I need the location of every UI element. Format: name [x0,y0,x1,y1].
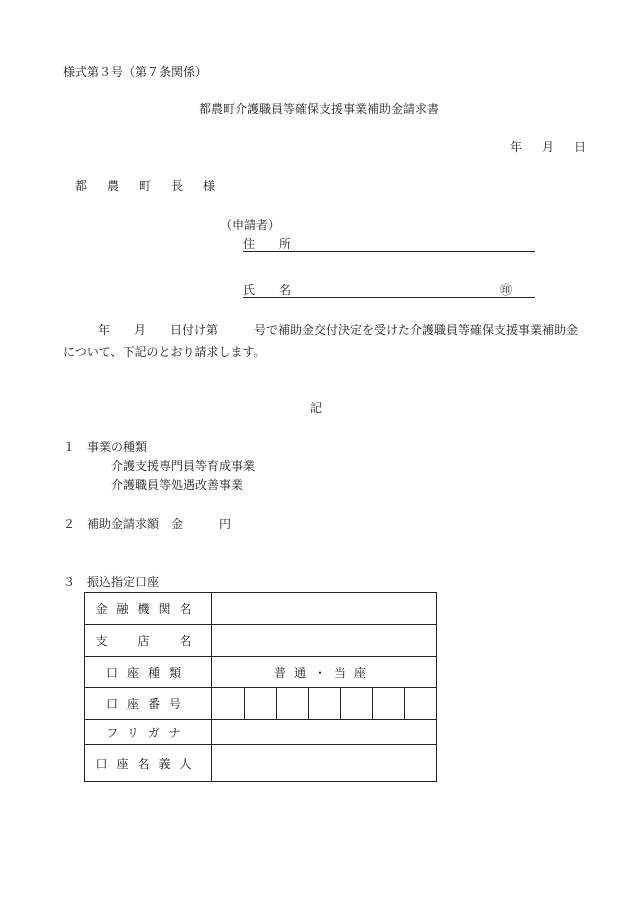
account-digit-box[interactable] [308,688,340,719]
account-digit-box[interactable] [276,688,308,719]
account-digit-box[interactable] [372,688,404,719]
branch-name-label: 支 店 名 [85,625,212,657]
business-type-item: 介護職員等処遇改善事業 [111,478,244,492]
account-holder-field[interactable] [212,745,437,782]
addressee: 都 農 町 長 様 [75,179,220,193]
business-type-item: 介護支援専門員等育成事業 [111,459,256,473]
page-title: 都農町介護職員等確保支援事業補助金請求書 [199,102,440,116]
branch-name-field[interactable] [212,625,437,657]
bank-account-table [84,592,437,782]
ki-heading: 記 [310,401,323,415]
account-digit-box[interactable] [340,688,372,719]
name-label: 氏 名 [243,283,292,297]
account-digit-box[interactable] [244,688,276,719]
section1-heading: １ 事業の種類 [63,440,148,454]
bank-name-field[interactable] [212,593,437,625]
furigana-label: フリガナ [85,720,212,745]
account-digit-box[interactable] [212,688,244,719]
form-number: 様式第３号（第７条関係） [63,65,208,79]
account-digit-box[interactable] [404,688,436,719]
applicant-label: （申請者） [220,218,281,232]
name-underline [243,297,535,298]
address-underline [243,251,535,252]
furigana-field[interactable] [212,720,437,745]
account-type-options[interactable]: 普通・当座 [212,657,437,688]
account-type-label: 口座種類 [85,657,212,688]
address-label: 住 所 [243,237,292,251]
date-line: 年 月 日 [510,140,591,154]
account-number-digit-boxes [212,688,436,719]
bank-name-label: 金融機関名 [85,593,212,625]
body-line-2: について、下記のとおり請求します。 [63,345,266,359]
account-number-label: 口座番号 [85,688,212,720]
body-line-1: 年 月 日付け第 号で補助金交付決定を受けた介護職員等確保支援事業補助金 [98,323,579,337]
account-holder-label: 口座名義人 [85,745,212,782]
section3-heading: ３ 振込指定口座 [63,575,160,589]
account-number-field [212,688,437,720]
section2-heading: ２ 補助金請求額 金 円 [63,517,232,531]
seal-mark: ㊞ [500,283,513,297]
